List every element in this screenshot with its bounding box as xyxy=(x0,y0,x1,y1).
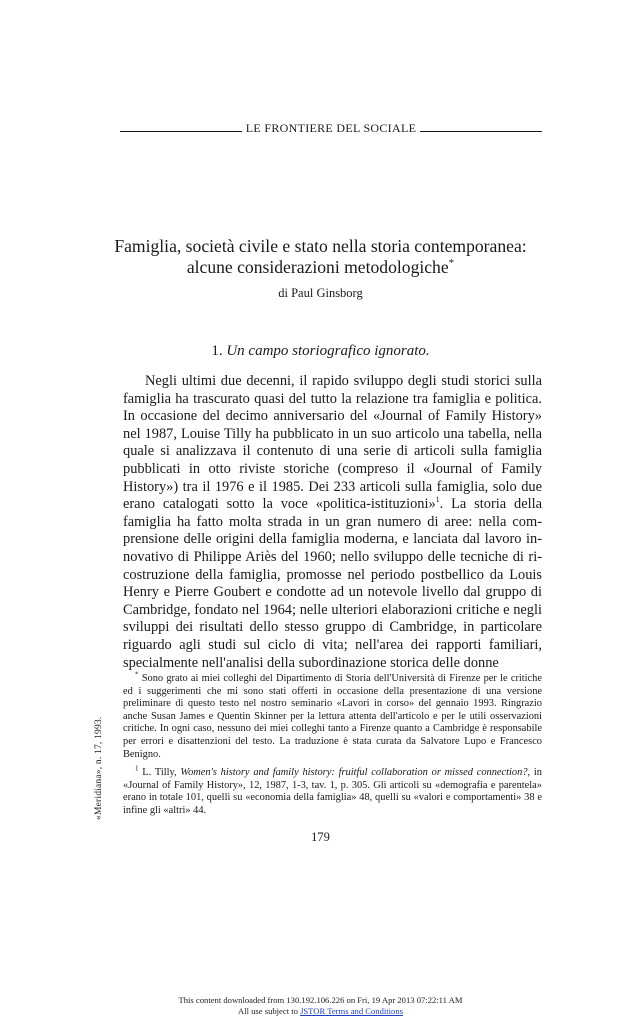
page-number: 179 xyxy=(311,830,330,844)
running-head-label: LE FRONTIERE DEL SOCIALE xyxy=(245,121,417,135)
footnotes xyxy=(123,670,542,824)
footnote-1-author: L. Tilly, xyxy=(142,767,181,779)
section-heading xyxy=(100,343,541,360)
footnote-reference-1: 1 xyxy=(435,495,440,505)
journal-side-note: «Meridiana», n. 17, 1993. xyxy=(94,716,104,820)
article-title-line-1: Famiglia, società civile e stato nella storia contemporanea: xyxy=(114,236,527,256)
download-notice-line-1: This content downloaded from 130.192.106.226 on Fri, 19 Apr 2013 07:22:11 AM xyxy=(178,995,463,1005)
jstor-terms-link[interactable]: JSTOR Terms and Conditions xyxy=(300,1005,403,1016)
body-paragraph xyxy=(123,373,542,672)
section-title: Un campo storiografico ignorato. xyxy=(226,343,430,359)
footnote-1-work-title: Women's history and family history: fruitful collaboration or missed connection? xyxy=(180,767,528,779)
article-title xyxy=(100,236,541,278)
article-title-line-2 xyxy=(100,257,541,278)
author-byline: di Paul Ginsborg xyxy=(278,286,363,300)
footnote-1 xyxy=(123,764,542,817)
running-head xyxy=(120,121,542,136)
body-text-part-2: . La storia della famiglia ha fatto molta strada in un gran numero di aree: nella comprensione delle origini della famiglia moderna, e lanciata dal lavoro innovativo di Philippe Ariès del 1960; nello sviluppo delle tecniche di ricostruzione della famiglia, promosse nel periodo postbellico da Louis Henry e Pierre Goubert e condotte ad un notevole livello dal gruppo di Cambridge, fondato nel 1964; nelle ulteriori elaborazioni critiche e negli sviluppi dei risultati dello stesso gruppo di Cambridge, in particolare riguardo agli studi sul ciclo di vita; nell'area dei rapporti familiari, specialmente nell'analisi della subordinazione storica delle donne xyxy=(123,496,542,671)
title-footnote-mark: * xyxy=(448,257,455,270)
running-head-rule-right xyxy=(420,131,542,132)
download-notice-prefix: All use subject to xyxy=(238,1005,301,1016)
download-notice xyxy=(0,995,641,1016)
footnote-1-rest: , in «Journal of Family History», 12, 1987, 1-3, tav. 1, p. 305. Gli articoli su «demografia e parentela» erano in totale 101, quelli su «economia della famiglia» 48, quelli su «valori e comportamenti» 38 e infine gli «altri» 44. xyxy=(123,767,542,816)
section-number: 1. xyxy=(211,343,223,359)
download-notice-line-2 xyxy=(0,1006,641,1017)
footnote-1-mark: 1 xyxy=(135,764,139,773)
footnote-star xyxy=(123,670,542,761)
body-text-part-1: Negli ultimi due decenni, il rapido sviluppo degli studi storici sulla famiglia ha trascurato quasi del tutto la relazione tra famiglia e politica. In occasione del decimo anniversario del «Journal of Family History» nel 1987, Louise Tilly ha pubblicato in un suo articolo una tabella, nella quale si analizzava il contenuto di una serie di articoli sulla famiglia pubblicati in otto riviste storiche (compreso il «Journal of Family History») tra il 1976 e il 1985. Dei 233 articoli sulla famiglia, solo due erano catalogati sotto la voce «politica-istituzioni» xyxy=(123,373,542,513)
footnote-star-text: Sono grato ai miei colleghi del Dipartimento di Storia dell'Università di Firenze per le critiche ed i suggerimenti che mi sono stati offerti in occasione della presentazione di una versione preliminare di questo testo nel nostro seminario «Lavori in corso» del gennaio 1993. Ringrazio anche Susan James e Quentin Skinner per la lettura attenta dell'articolo e per le utili osservazioni critiche. In ogni caso, nessuno dei miei colleghi tanto a Firenze quanto a Cambridge è responsabile per errori e disattenzioni del testo. La traduzione è stata curata da Salvatore Lupo e Francesco Benigno. xyxy=(123,673,542,760)
article-title-line-2-text: alcune considerazioni metodologiche xyxy=(186,257,449,277)
footnote-star-mark: * xyxy=(135,670,139,679)
running-head-rule-left xyxy=(120,131,242,132)
